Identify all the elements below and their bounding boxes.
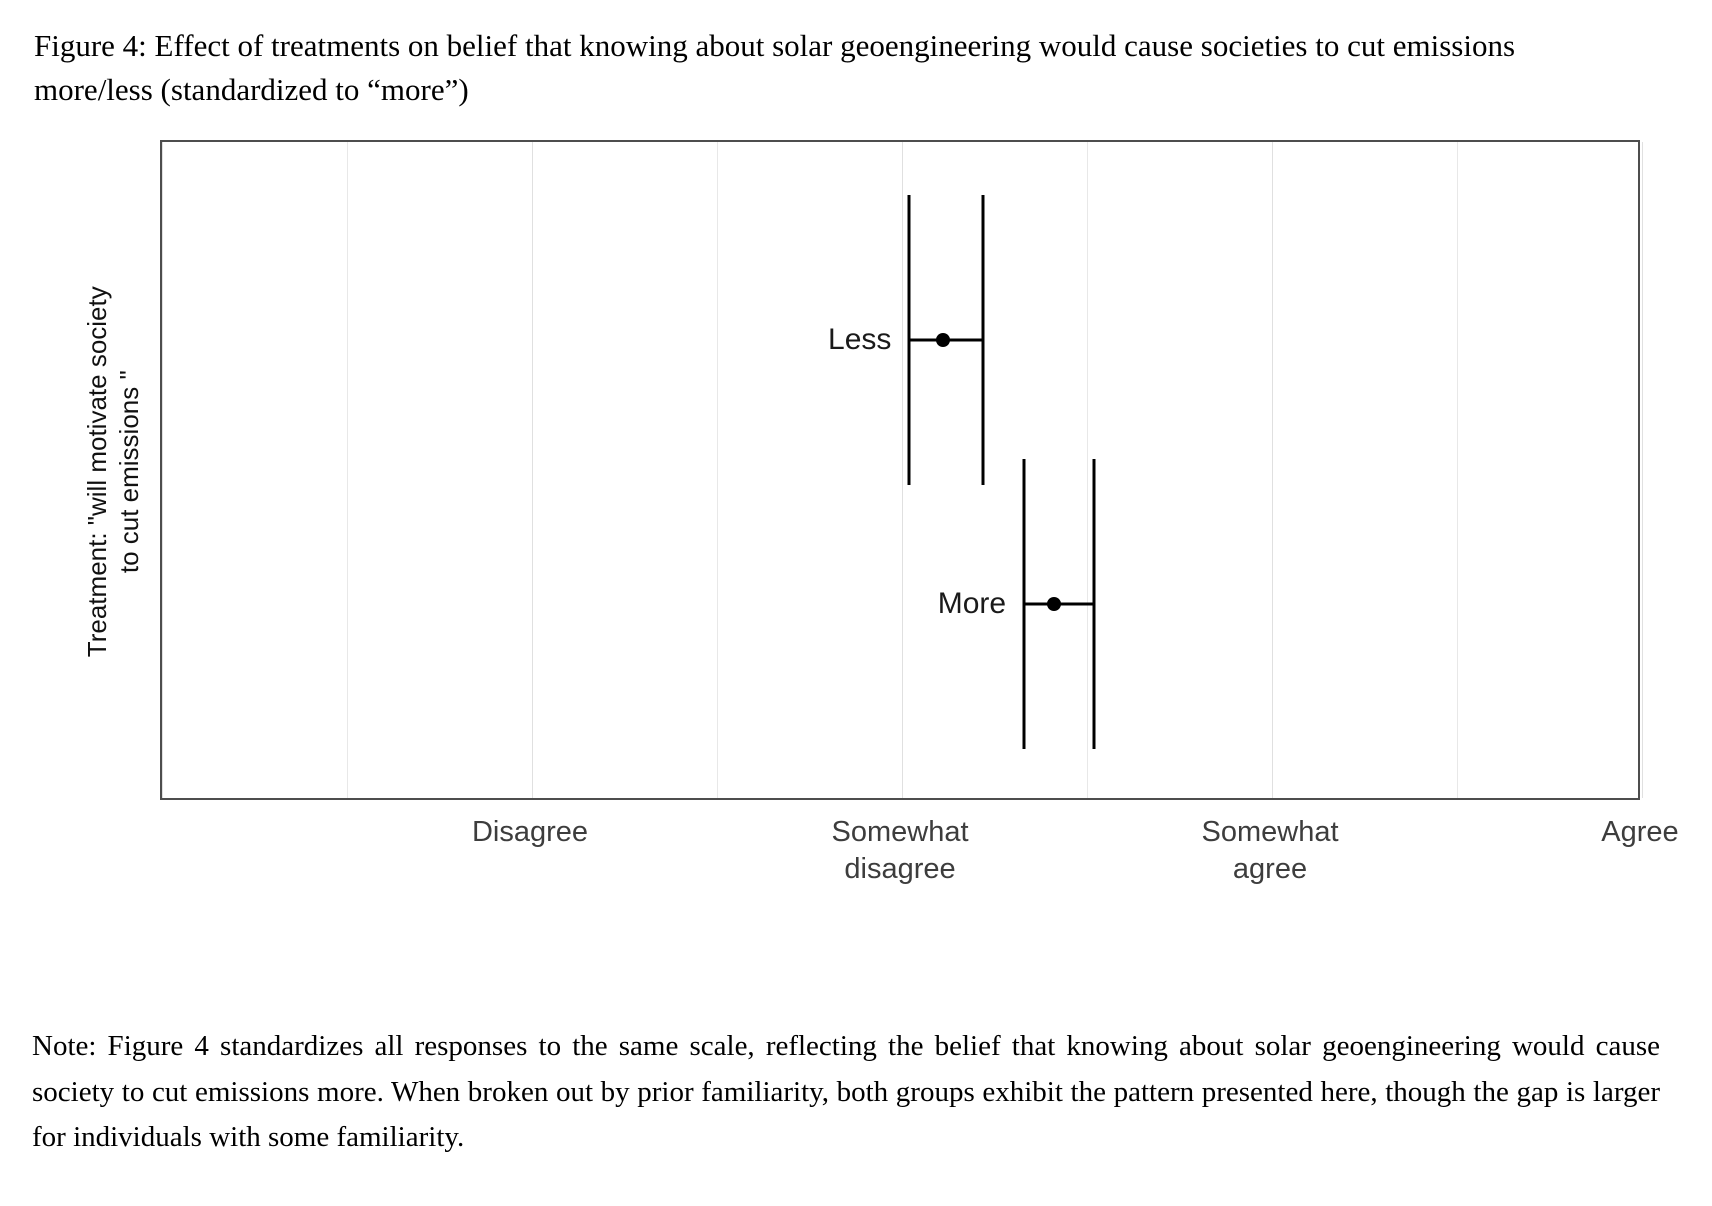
grid-line [162, 142, 163, 798]
plot-area [160, 140, 1640, 800]
y-axis-label-line1: Treatment: "will motivate society [81, 286, 112, 658]
x-axis-tick-label: Disagree [471, 816, 589, 849]
point-estimate-marker [936, 333, 950, 347]
y-axis-label [78, 132, 148, 812]
grid-line [902, 142, 903, 798]
chart-container [72, 132, 1692, 886]
x-axis-tick-label: Agree [1601, 816, 1679, 849]
grid-line [347, 142, 348, 798]
figure-note: Note: Figure 4 standardizes all responses to the same scale, reflecting the belief that knowing about solar geoengineering would cause society to cut emissions more. When broken out by prior familiarity, both groups exhibit the pattern presented here, though the gap is larger for individuals with some familiarity. [32, 1030, 1660, 1154]
grid-line [532, 142, 533, 798]
category-label: Less [828, 323, 892, 357]
grid-line [717, 142, 718, 798]
grid-line [1457, 142, 1458, 798]
category-label: More [937, 587, 1007, 621]
x-axis-tick-labels [160, 808, 1679, 898]
x-axis-tick-label: Somewhat agree [1201, 816, 1339, 886]
ci-upper-cap [1093, 459, 1096, 749]
grid-line [1272, 142, 1273, 798]
point-estimate-marker [1047, 597, 1061, 611]
grid-line [1087, 142, 1088, 798]
y-axis-label-line2: to cut emissions " [113, 370, 143, 574]
x-axis-tick-label: Somewhat disagree [831, 816, 969, 886]
figure-page [0, 24, 1712, 1206]
figure-caption: Figure 4: Effect of treatments on belief that knowing about solar geoengineering would cause societies to cut emissions more/less (standardized to “more”) [34, 28, 1516, 108]
ci-lower-cap [908, 195, 911, 485]
grid-line [1642, 142, 1643, 798]
ci-lower-cap [1023, 459, 1026, 749]
ci-upper-cap [982, 195, 985, 485]
